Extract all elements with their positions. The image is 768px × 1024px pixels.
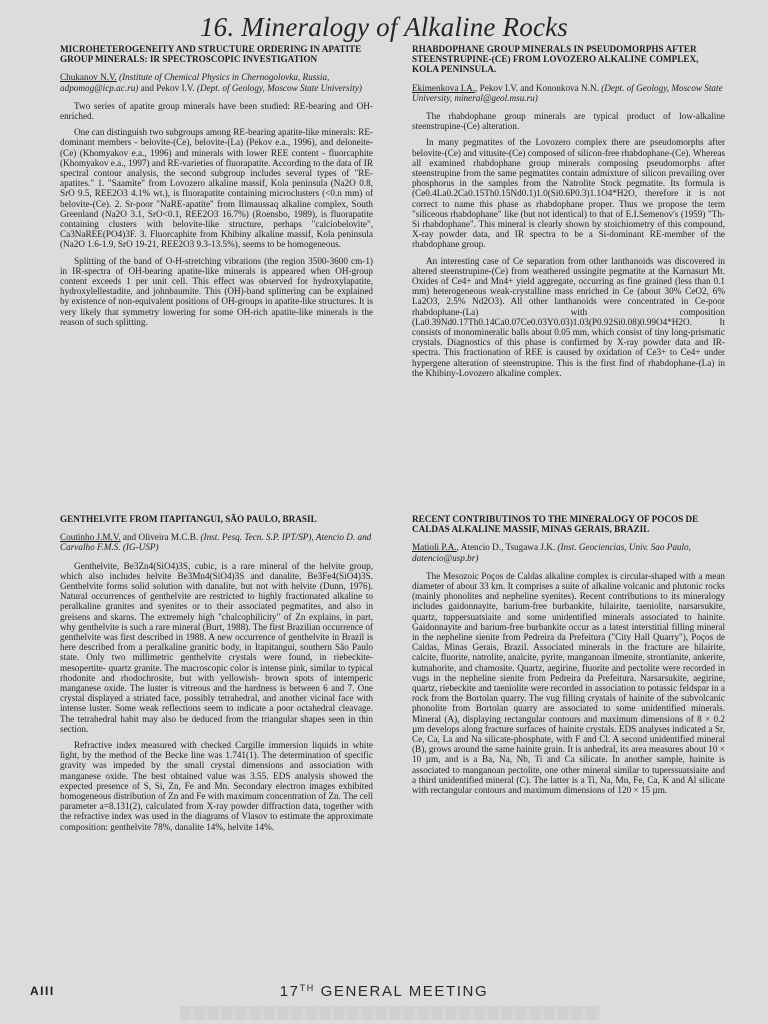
article-title: RECENT CONTRIBUTINOS TO THE MINERALOGY OF POCOS DE CALDAS ALKALINE MASSIF, MINAS GERAIS, BRAZIL xyxy=(412,514,699,535)
meeting-footer xyxy=(0,983,768,1000)
paragraph: Two series of apatite group minerals have been studied: RE-bearing and OH-enriched. xyxy=(60,100,373,122)
co-authors: and Pekov I.V. xyxy=(138,82,197,93)
page-code: AIII xyxy=(30,984,55,998)
paragraph: The rhabdophane group minerals are typical product of low-alkaline steenstrupine-(Ce) alteration. xyxy=(412,111,725,132)
paragraph: One can distinguish two subgroups among RE-bearing apatite-like minerals: RE-dominant members - belovite-(Ce), belovite-(La) (Pekov e.a., 1996), and deloneite-(Ce) (Khomyakov e.a., 1996) and minerals with lower REE content - fluorcaphite (Khomyakov e.a., 1997) and RE-varieties of fluorapatite. According to the data of IR spectral contour analysis, the second subgroup includes several types of "RE-apatites." 1. "Saamite" from Lovozero alkaline massif, Kola peninsula (Na2O 0.8, SrO 9.5, REE2O3 4.1% wt.), is fluorapatite containing microclusters (<0.n mm) of belovite-(Ce). 2. Sr-poor "NaRE-apatite" from Ilimaussaq alkaline complex, South Greenland (Na2O 3.1, SrO<0.1, REE2O3 16.7%) (Roensbo, 1989), is fluorapatite containing clusters with belovite-like structure, perhaps "calciobelovite", Ca3NaREE(PO4)3F. 3. Fluorcaphite from Khibiny alkaline massif, Kola peninsula (Na2O 1.6-1.9, SrO 19-21, REE2O3 9.3-13.5%), seems to be homogeneous. xyxy=(60,127,373,250)
lead-author: Coutinho J.M.V. xyxy=(60,532,121,543)
faded-watermark-strip xyxy=(180,1006,600,1020)
article-pocos-de-caldas xyxy=(412,514,725,801)
article-apatite xyxy=(60,44,373,333)
article-title: RHABDOPHANE GROUP MINERALS IN PSEUDOMORPHS AFTER STEENSTRUPINE-(CE) FROM LOVOZERO ALKALINE COMPLEX, KOLA PENINSULA. xyxy=(412,44,699,75)
footer-number: 17 xyxy=(279,983,300,1000)
article-authors xyxy=(412,542,725,562)
affiliation: (Inst. Pesq. Tecn. S.P. IPT/SP), Atencio D. and Carvalho F.M.S. (IG-USP) xyxy=(60,532,372,553)
lead-author: Chukanov N.V. xyxy=(60,72,117,83)
paragraph: In many pegmatites of the Lovozero complex there are pseudomorphs after belovite-(Ce) and vitusite-(Ce) composed of silicon-free rhabdophane-(Ce). Whereas all examined rhabdophane group minerals composing pseudomorphs after steenstrupine from the same pegmatites contain admixture of silicon prevailing over phosphorus in the samples from the Natrolite Stock pegmatite. Its formula is (Ce0.4La0.2Ca0.15Th0.15Nd0.1)1.0(Si0.6P0.3)1.1O4*H2O, therefore it is not correct to name this phase as rhabdophane proper. Thus we propose the term "siliceous rhabdophane" like (but not identical) to that of E.I.Semenov's (1959) "Th-Si rhabdophane". This mineral is clearly shown by stoichiometry of this compound, X-ray powder data, and IR spectra to be a Si-dominant RE-member of the rhabdophane group. xyxy=(412,137,725,250)
article-title: MICROHETEROGENEITY AND STRUCTURE ORDERING IN APATITE GROUP MINERALS: IR SPECTROSCOPIC INVESTIGATION xyxy=(60,44,362,65)
article-rhabdophane xyxy=(412,44,725,384)
footer-label: GENERAL MEETING xyxy=(320,983,489,1000)
co-authors: and Oliveira M.C.B. xyxy=(120,532,201,543)
article-authors xyxy=(60,72,373,92)
lead-author: Matioli P.A. xyxy=(412,542,457,553)
paragraph: Splitting of the band of O-H-stretching vibrations (the region 3500-3600 cm-1) in IR-spectra of OH-bearing apatite-like minerals is appeared when OH-group content exceeds 1 per unit cell. This effect was observed for hydroxylapatite, hydroxylellestadite, and johnbaumite. This (OH)-band splittering can be explained by existence of non-equivalent positions of OH-groups in apatite-like structures. It is very likely that symmetry lowering for some OH-rich apatite-like minerals is the reason of such splitting. xyxy=(60,255,373,327)
affiliation: (Dept. of Geology, Moscow State University) xyxy=(196,82,362,93)
paragraph: An interesting case of Ce separation from other lanthanoids was discovered in altered steenstrupine-(Ce) from weathered ussingite pegmatite at the Karnasurt Mt. Oxides of Ce4+ and Mn4+ yield aggregate, occurring as fine grained (less than 0.1 mm) heterogeneous weak-crystalline mass enriched in Ce (about 30% CeO2, 6% La2O3, 2.5% Nd2O3). All other lanthanoids were concentrated in Ce-poor rhabdophane-(La) with composition (La0.39Nd0.17Th0.14Ca0.07Ce0.03Y0.03)1.03(P0.92Si0.08)0.99O4*H2O. It consists of monomineralic balls about 0.05 mm, which consist of tiny long-prismatic crystals. Diagnostics of this phase is confirmed by X-ray powder data and IR-spectra. This fractionation of REE is caused by oxidation of Ce3+ to Ce4+ under hypergene alteration of steenstrupine. This is the first find of rhabdophane-(La) in the Khibiny-Lovozero alkaline complex. xyxy=(412,255,725,378)
paragraph: Genthelvite, Be3Zn4(SiO4)3S, cubic, is a rare mineral of the helvite group, which also includes helvite Be3Mn4(SiO4)3S and danalite, Be3Fe4(SiO4)3S. Genthelvite forms solid solution with danalite, but not with helvite (Dunn, 1976). Natural occurrences of genthelvite are restricted to highly fractionated alkaline to peralkaline granites and syenites or to their associated pegmatites, and also in greisens and skarns. The extremely high "chalcophilicity" of Zn explains, in part, why genthelvite is such a rare mineral (Burt, 1988). The first Brazilian occurrence of genthelvite was first described in 1988. A new occurrence of genthelvite in Brazil is here described from a peralkaline granitic body, in Itapitangui, southern São Paulo state. Only two millimetric genthelvite crystals were found, in riebeckite- mesopertite- quartz granite. The macroscopic color is intense pink, similar to typical rhodonite and rhodochrosite, but with yellowish- brown spots of intemperic manganese oxide. The luster is vitreous and the hardness is between 6 and 7. One crystal displayed a striated face, possibly tetrahedral, and another vicinal face with intense luster. Some weak reflections seem to indicate a poor octahedral cleavage. The tetrahedral habit may also be deduced from the triangular shapes seen in thin section. xyxy=(60,560,373,734)
footer-suffix: TH xyxy=(299,983,315,993)
paragraph: Refractive index measured with checked Cargille immersion liquids in white light, by the method of the Becke line was 1.741(1). The determination of specific gravity was impeded by the small crystal dimensions and association with manganese oxide. The best obtained value was 3.55. EDS analysis showed the expected presence of S, Si, Zn, Fe and Mn. Secondary electron images exhibited homogeneous distribution of Zn and Fe with maximum concentration of Zn. The cell parameter a=8.131(2), calculated from X-ray powder diffraction data, together with the refractive index was used in the diagrams of Vlasov to estimate the approximate composition: genthelvite 78%, danalite 14%, helvite 14%. xyxy=(60,740,373,832)
affiliation: (Inst. Geociencias, Univ. Sao Paulo, datencio@usp.br) xyxy=(412,542,691,563)
affiliation: (Institute of Chemical Physics in Chernogolovka, Russia, adpomog@icp.ac.ru) xyxy=(60,72,330,93)
co-authors: , Pekov I.V. and Kononkova N.N. xyxy=(475,82,602,93)
article-authors xyxy=(412,83,725,103)
paragraph: The Mesozoic Poços de Caldas alkaline complex is circular-shaped with a mean diameter of about 33 km. It comprises a suite of alkaline volcanic and plutonic rocks (mainly phonolites and nepheline syenites). Recent contributions to its mineralogy includes gaidonnayite, barium-free burbankite, hilairite, taeniolite, narsarsukite, quartz, tuppersuatsiaite and some unidentified minerals associated to hainite. Gaidonnayite and barium-free burbankite occur as a latest interstitial filling mineral in the nepheline sienite from Pedreira da Prefeitura ("City Hall Quarry"), Poços de Caldas, Minas Gerais, Brazil. Associated minerals in the fracture are hilairite, calcite, fluorite, natrolite, analcite, pyrite, manganoan ilmenite, strontianite, ankerite, kutnahorite, and chamosite. Quartz, aegirine, fluorite and pectolite were recorded in vugs in the nepheline sienite from Pedreira da Prefeitura. Narsarsukite, aegirine, quartz, riebeckite and taeniolite were recorded in association to potassic feldspar in a rock from the Bortolan quarry. The vug filling crystals of hainite of the subvolcanic phonolite from Bortolan quarry are associated to some unidentified minerals. Mineral (A), displaying rectangular contours and maximum dimensions of 8 × 0.2 µm develops along fracture surfaces of hainite crystals. EDS analyses indicated a Sr, Ce, Ca, La and Na silicate-phosphate, with F and Cl. A second unidentified mineral (B), grows around the same hainite grain. It is anhedral, its area measures about 10 × 10 µm, and is a Ba, Na, Nb, Ti and Ca silicate. In another sample, hainite is associated to manganoan pectolite, one other mineral similar to tuperssuatsiaite and a third unidentified mineral (C). The latter is a Ti, Na, Mn, Fe, Ca, K and Al silicate with rectangular contours and maximum dimensions of 120 × 15 µm. xyxy=(412,570,725,796)
article-genthelvite xyxy=(60,514,373,838)
lead-author: Ekimenkova I.A. xyxy=(412,82,476,93)
affiliation: (Dept. of Geology, Moscow State University, mineral@geol.msu.ru) xyxy=(412,82,723,103)
co-authors: , Atencio D., Tsugawa J.K. xyxy=(456,542,558,553)
page-title: 16. Mineralogy of Alkaline Rocks xyxy=(199,12,569,42)
article-authors xyxy=(60,532,373,552)
article-title: GENTHELVITE FROM ITAPITANGUI, SÃO PAULO, BRASIL xyxy=(60,514,317,524)
